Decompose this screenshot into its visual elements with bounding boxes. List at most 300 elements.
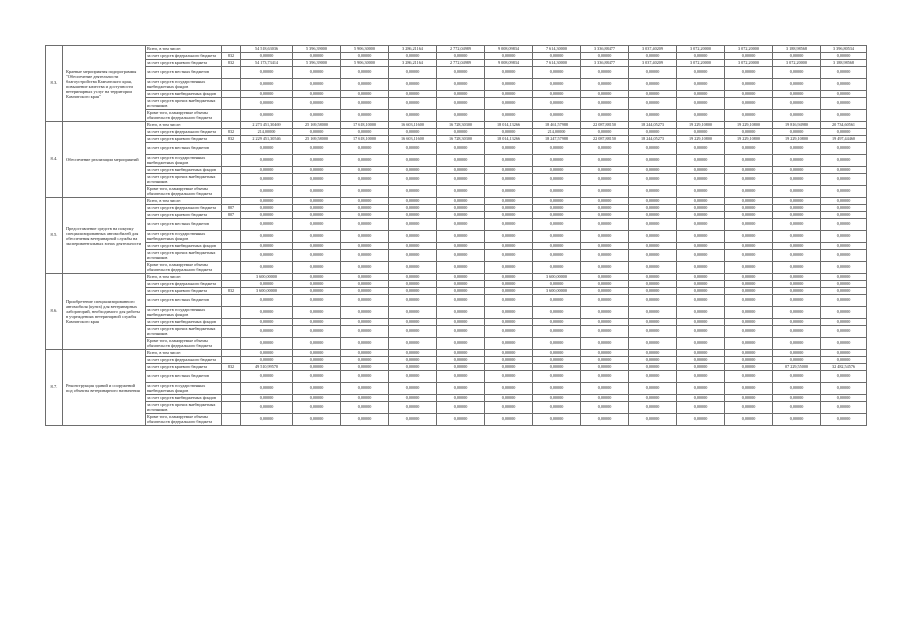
- budget-code: [222, 91, 241, 98]
- amount-year: 0,00000: [773, 288, 821, 295]
- amount-year: 0,00000: [533, 338, 581, 350]
- budget-code: [222, 143, 241, 155]
- budget-code: [222, 383, 241, 395]
- funding-source-label: Кроме того, планируемые объемы обязательств федерального бюджета: [146, 262, 222, 274]
- amount-year: 0,00000: [677, 174, 725, 186]
- amount-year: 0,00000: [821, 262, 867, 274]
- amount-total: 0,00000: [241, 295, 293, 307]
- amount-total: 0,00000: [241, 79, 293, 91]
- amount-year: 0,00000: [389, 167, 437, 174]
- table-row: [46, 60, 867, 67]
- amount-year: 0,00000: [293, 198, 341, 205]
- amount-total: 0,00000: [241, 186, 293, 198]
- amount-year: 0,00000: [389, 414, 437, 426]
- amount-year: 0,00000: [773, 186, 821, 198]
- amount-year: 3 336,88477: [581, 60, 629, 67]
- amount-year: 0,00000: [485, 212, 533, 219]
- amount-year: 0,00000: [773, 219, 821, 231]
- amount-year: 0,00000: [293, 205, 341, 212]
- amount-year: 0,00000: [821, 129, 867, 136]
- amount-year: 0,00000: [629, 174, 677, 186]
- amount-year: 0,00000: [821, 383, 867, 395]
- amount-year: 0,00000: [629, 319, 677, 326]
- amount-year: 0,00000: [533, 205, 581, 212]
- amount-year: 0,00000: [629, 186, 677, 198]
- amount-year: 0,00000: [485, 110, 533, 122]
- amount-year: 0,00000: [773, 212, 821, 219]
- amount-year: 0,00000: [341, 110, 389, 122]
- amount-year: 0,00000: [437, 167, 485, 174]
- amount-year: 0,00000: [629, 198, 677, 205]
- amount-year: 0,00000: [581, 402, 629, 414]
- amount-year: 0,00000: [293, 319, 341, 326]
- amount-year: 0,00000: [725, 319, 773, 326]
- funding-source-label: Кроме того, планируемые объемы обязательств федерального бюджета: [146, 338, 222, 350]
- amount-year: 0,00000: [341, 281, 389, 288]
- amount-year: 0,00000: [437, 338, 485, 350]
- funding-source-label: за счет средств государственных внебюджетных фондов: [146, 307, 222, 319]
- amount-year: 0,00000: [341, 395, 389, 402]
- amount-year: 0,00000: [293, 129, 341, 136]
- budget-sheet: [45, 45, 862, 426]
- amount-year: 0,00000: [821, 219, 867, 231]
- amount-year: 0,00000: [341, 198, 389, 205]
- amount-year: 0,00000: [341, 274, 389, 281]
- amount-year: 0,00000: [293, 371, 341, 383]
- amount-year: 3 188,98568: [773, 46, 821, 53]
- table-row: [46, 274, 867, 281]
- budget-code: [222, 198, 241, 205]
- table-row: [46, 402, 867, 414]
- amount-year: 0,00000: [389, 198, 437, 205]
- amount-year: 0,00000: [293, 231, 341, 243]
- amount-year: 0,00000: [533, 350, 581, 357]
- amount-total: 54 518,63036: [241, 46, 293, 53]
- table-row: [46, 67, 867, 79]
- amount-year: 0,00000: [725, 98, 773, 110]
- amount-year: 0,00000: [821, 91, 867, 98]
- budget-code: [222, 414, 241, 426]
- amount-year: 0,00000: [533, 295, 581, 307]
- amount-year: 0,00000: [677, 414, 725, 426]
- amount-total: 0,00000: [241, 307, 293, 319]
- funding-source-label: за счет средств краевого бюджета: [146, 364, 222, 371]
- amount-year: 0,00000: [293, 98, 341, 110]
- amount-year: 0,00000: [485, 319, 533, 326]
- amount-year: 0,00000: [629, 110, 677, 122]
- amount-total: 0,00000: [241, 243, 293, 250]
- amount-year: 0,00000: [581, 295, 629, 307]
- amount-year: 3 037,40209: [629, 46, 677, 53]
- amount-year: 0,00000: [725, 79, 773, 91]
- amount-year: 0,00000: [773, 110, 821, 122]
- amount-year: 0,00000: [773, 79, 821, 91]
- amount-year: 0,00000: [485, 338, 533, 350]
- amount-year: 0,00000: [821, 371, 867, 383]
- funding-source-label: за счет средств краевого бюджета: [146, 288, 222, 295]
- amount-year: 0,00000: [533, 243, 581, 250]
- amount-year: 0,00000: [341, 402, 389, 414]
- amount-total: 0,00000: [241, 262, 293, 274]
- amount-year: 0,00000: [821, 212, 867, 219]
- amount-year: 0,00000: [773, 155, 821, 167]
- amount-year: 0,00000: [485, 219, 533, 231]
- section-number: 8.5.: [46, 198, 63, 274]
- amount-year: 0,00000: [389, 129, 437, 136]
- amount-year: 0,00000: [533, 250, 581, 262]
- budget-code: [222, 186, 241, 198]
- amount-year: 0,00000: [725, 91, 773, 98]
- amount-year: 0,00000: [581, 274, 629, 281]
- amount-year: 0,00000: [341, 414, 389, 426]
- table-row: [46, 295, 867, 307]
- amount-year: 0,00000: [389, 212, 437, 219]
- amount-year: 0,00000: [629, 414, 677, 426]
- amount-year: 0,00000: [629, 402, 677, 414]
- amount-year: 0,00000: [533, 357, 581, 364]
- amount-year: 0,00000: [485, 67, 533, 79]
- section-title: Приобретение специализированного автомобиля (кунга) для ветеринарных лабораторий, необходимого для работы в учреждениях ветеринарной службы Камчатского края: [63, 274, 146, 350]
- amount-year: 0,00000: [773, 67, 821, 79]
- table-row: [46, 155, 867, 167]
- funding-source-label: за счет средств федерального бюджета: [146, 205, 222, 212]
- amount-year: 0,00000: [533, 364, 581, 371]
- amount-year: 0,00000: [485, 205, 533, 212]
- amount-year: 0,00000: [389, 143, 437, 155]
- budget-code: [222, 67, 241, 79]
- amount-year: 0,00000: [725, 395, 773, 402]
- budget-code: [222, 262, 241, 274]
- table-row: [46, 122, 867, 129]
- amount-year: 0,00000: [293, 250, 341, 262]
- amount-year: 0,00000: [677, 338, 725, 350]
- amount-year: 18 244,05273: [629, 136, 677, 143]
- amount-total: 0,00000: [241, 371, 293, 383]
- amount-year: 0,00000: [485, 91, 533, 98]
- amount-year: 0,00000: [389, 250, 437, 262]
- budget-code: [222, 357, 241, 364]
- amount-year: 0,00000: [485, 79, 533, 91]
- amount-year: 0,00000: [341, 167, 389, 174]
- amount-year: 0,00000: [629, 205, 677, 212]
- amount-year: 0,00000: [629, 350, 677, 357]
- amount-year: 0,00000: [389, 395, 437, 402]
- funding-source-label: за счет средств прочих внебюджетных источников: [146, 402, 222, 414]
- amount-year: 0,00000: [533, 186, 581, 198]
- amount-year: 0,00000: [725, 110, 773, 122]
- funding-source-label: за счет средств государственных внебюджетных фондов: [146, 155, 222, 167]
- table-row: [46, 350, 867, 357]
- amount-year: 0,00000: [821, 307, 867, 319]
- budget-code: [222, 79, 241, 91]
- funding-source-label: Кроме того, планируемые объемы обязательств федерального бюджета: [146, 414, 222, 426]
- amount-year: 0,00000: [341, 155, 389, 167]
- funding-source-label: Всего, в том числе:: [146, 350, 222, 357]
- amount-total: 0,00000: [241, 91, 293, 98]
- amount-total: 0,00000: [241, 231, 293, 243]
- amount-year: 0,00000: [485, 326, 533, 338]
- amount-year: 0,00000: [341, 205, 389, 212]
- amount-year: 0,00000: [341, 307, 389, 319]
- amount-total: 0,00000: [241, 250, 293, 262]
- funding-source-label: за счет средств местных бюджетов: [146, 67, 222, 79]
- budget-code: 832: [222, 53, 241, 60]
- amount-year: 0,00000: [533, 371, 581, 383]
- funding-source-label: за счет средств внебюджетных фондов: [146, 395, 222, 402]
- budget-code: 807: [222, 205, 241, 212]
- amount-year: 0,00000: [677, 143, 725, 155]
- amount-year: 0,00000: [725, 357, 773, 364]
- amount-total: 2 229 451,30546: [241, 136, 293, 143]
- budget-table: [45, 45, 867, 426]
- amount-year: 0,00000: [629, 79, 677, 91]
- amount-year: 0,00000: [293, 186, 341, 198]
- amount-year: 16 728,30300: [437, 122, 485, 129]
- funding-source-label: за счет средств федерального бюджета: [146, 53, 222, 60]
- amount-year: 0,00000: [485, 383, 533, 395]
- amount-year: 0,00000: [821, 231, 867, 243]
- amount-year: 0,00000: [677, 110, 725, 122]
- amount-year: 0,00000: [725, 307, 773, 319]
- amount-year: 19 229,10800: [677, 122, 725, 129]
- amount-year: 5 396,39000: [293, 46, 341, 53]
- amount-year: 0,00000: [389, 231, 437, 243]
- amount-year: 0,00000: [341, 250, 389, 262]
- amount-total: 0,00000: [241, 395, 293, 402]
- section-title: Краевые мероприятия подпрограммы "Обеспечение деятельности благоустройства Камчатского края, повышение качества и доступности ветеринарных услуг на территории Камчатского края": [63, 46, 146, 122]
- amount-year: 0,00000: [389, 79, 437, 91]
- amount-year: 0,00000: [341, 357, 389, 364]
- budget-code: [222, 395, 241, 402]
- amount-year: 0,00000: [773, 98, 821, 110]
- funding-source-label: за счет средств государственных внебюджетных фондов: [146, 383, 222, 395]
- amount-year: 5 906,30000: [341, 60, 389, 67]
- funding-source-label: за счет средств внебюджетных фондов: [146, 319, 222, 326]
- amount-year: 0,00000: [821, 155, 867, 167]
- amount-year: 0,00000: [437, 53, 485, 60]
- amount-year: 0,00000: [725, 350, 773, 357]
- amount-year: 0,00000: [533, 174, 581, 186]
- table-row: [46, 319, 867, 326]
- funding-source-label: за счет средств федерального бюджета: [146, 281, 222, 288]
- table-row: [46, 79, 867, 91]
- amount-year: 0,00000: [677, 274, 725, 281]
- amount-year: 0,00000: [389, 350, 437, 357]
- amount-total: 54 173,73414: [241, 60, 293, 67]
- amount-total: 0,00000: [241, 219, 293, 231]
- amount-year: 0,00000: [437, 281, 485, 288]
- budget-code: [222, 274, 241, 281]
- amount-year: 0,00000: [437, 110, 485, 122]
- amount-year: 16 728,30300: [437, 136, 485, 143]
- amount-year: 0,00000: [773, 262, 821, 274]
- amount-year: 0,00000: [485, 174, 533, 186]
- budget-code: [222, 319, 241, 326]
- amount-year: 0,00000: [821, 205, 867, 212]
- amount-total: 0,00000: [241, 326, 293, 338]
- amount-year: 0,00000: [821, 110, 867, 122]
- amount-year: 0,00000: [725, 205, 773, 212]
- amount-year: 0,00000: [821, 198, 867, 205]
- amount-year: 0,00000: [821, 98, 867, 110]
- budget-code: [222, 98, 241, 110]
- amount-year: 0,00000: [485, 402, 533, 414]
- amount-year: 0,00000: [293, 155, 341, 167]
- amount-year: 19 229,10800: [677, 136, 725, 143]
- funding-source-label: за счет средств прочих внебюджетных источников: [146, 174, 222, 186]
- amount-year: 0,00000: [821, 319, 867, 326]
- amount-year: 0,00000: [581, 155, 629, 167]
- amount-year: 0,00000: [341, 91, 389, 98]
- budget-code: [222, 122, 241, 129]
- budget-code: [222, 307, 241, 319]
- amount-year: 0,00000: [389, 326, 437, 338]
- amount-year: 2 772,04989: [437, 60, 485, 67]
- section-number: 8.7.: [46, 350, 63, 426]
- amount-year: 0,00000: [677, 364, 725, 371]
- budget-code: [222, 110, 241, 122]
- amount-year: 0,00000: [581, 364, 629, 371]
- amount-year: 0,00000: [677, 383, 725, 395]
- amount-total: 0,00000: [241, 167, 293, 174]
- amount-total: 0,00000: [241, 281, 293, 288]
- amount-year: 16 603,11600: [389, 136, 437, 143]
- amount-year: 0,00000: [437, 326, 485, 338]
- amount-year: 0,00000: [437, 262, 485, 274]
- amount-year: 0,00000: [677, 402, 725, 414]
- amount-year: 3 072,20000: [773, 60, 821, 67]
- amount-year: 19 816,94980: [773, 122, 821, 129]
- amount-year: 0,00000: [533, 167, 581, 174]
- table-row: [46, 219, 867, 231]
- amount-year: 0,00000: [389, 364, 437, 371]
- amount-year: 18 244,05273: [629, 122, 677, 129]
- amount-year: 0,00000: [581, 371, 629, 383]
- section-title: Предоставление средств на покупку специализированных автомобилей для обеспечения ветеринарной службы на экспериментальных зонах деятельности: [63, 198, 146, 274]
- amount-year: 0,00000: [293, 395, 341, 402]
- amount-year: 0,00000: [485, 155, 533, 167]
- amount-year: 0,00000: [629, 357, 677, 364]
- amount-year: 3 286,21164: [389, 46, 437, 53]
- amount-year: 0,00000: [773, 383, 821, 395]
- amount-year: 0,00000: [389, 262, 437, 274]
- amount-year: 0,00000: [389, 205, 437, 212]
- table-row: [46, 262, 867, 274]
- amount-year: 0,00000: [677, 319, 725, 326]
- amount-year: 0,00000: [725, 250, 773, 262]
- amount-year: 3 072,20000: [677, 60, 725, 67]
- budget-code: 832: [222, 288, 241, 295]
- amount-total: 2 273 451,30469: [241, 122, 293, 129]
- table-row: [46, 136, 867, 143]
- amount-year: 0,00000: [773, 174, 821, 186]
- amount-year: 0,00000: [821, 414, 867, 426]
- amount-year: 0,00000: [293, 295, 341, 307]
- table-row: [46, 110, 867, 122]
- amount-year: 0,00000: [437, 295, 485, 307]
- amount-year: 0,00000: [437, 371, 485, 383]
- amount-year: 0,00000: [821, 338, 867, 350]
- amount-year: 0,00000: [437, 79, 485, 91]
- amount-year: 0,00000: [581, 53, 629, 60]
- amount-year: 0,00000: [773, 129, 821, 136]
- amount-year: 7 614,30000: [533, 60, 581, 67]
- amount-year: 18 461,57988: [533, 122, 581, 129]
- amount-year: 18 014,13266: [485, 122, 533, 129]
- amount-year: 0,00000: [437, 288, 485, 295]
- amount-year: 0,00000: [821, 326, 867, 338]
- amount-year: 0,00000: [485, 98, 533, 110]
- amount-year: 0,00000: [293, 281, 341, 288]
- amount-year: 0,00000: [677, 288, 725, 295]
- budget-code: [222, 167, 241, 174]
- table-row: [46, 414, 867, 426]
- amount-year: 0,00000: [437, 364, 485, 371]
- amount-year: 0,00000: [821, 79, 867, 91]
- amount-year: 18 014,13266: [485, 136, 533, 143]
- amount-year: 0,00000: [677, 243, 725, 250]
- amount-total: 0,00000: [241, 350, 293, 357]
- amount-year: 9 008,09834: [485, 60, 533, 67]
- amount-year: 0,00000: [293, 350, 341, 357]
- amount-year: 0,00000: [533, 402, 581, 414]
- funding-source-label: за счет средств местных бюджетов: [146, 371, 222, 383]
- amount-year: 0,00000: [293, 274, 341, 281]
- amount-total: 0,00000: [241, 110, 293, 122]
- amount-year: 0,00000: [725, 53, 773, 60]
- amount-year: 0,00000: [677, 295, 725, 307]
- amount-year: 0,00000: [533, 212, 581, 219]
- budget-code: 832: [222, 60, 241, 67]
- amount-year: 0,00000: [677, 212, 725, 219]
- amount-year: 0,00000: [533, 91, 581, 98]
- amount-year: 0,00000: [821, 53, 867, 60]
- amount-year: 0,00000: [341, 231, 389, 243]
- amount-year: 0,00000: [725, 231, 773, 243]
- table-row: [46, 174, 867, 186]
- amount-year: 0,00000: [725, 414, 773, 426]
- amount-total: 0,00000: [241, 67, 293, 79]
- funding-source-label: Всего, в том числе:: [146, 198, 222, 205]
- budget-code: [222, 326, 241, 338]
- amount-year: 214,00000: [533, 129, 581, 136]
- amount-year: 0,00000: [581, 67, 629, 79]
- amount-year: 0,00000: [725, 274, 773, 281]
- amount-year: 0,00000: [437, 198, 485, 205]
- amount-year: 0,00000: [581, 186, 629, 198]
- amount-year: 0,00000: [725, 129, 773, 136]
- amount-year: 19 229,10800: [725, 122, 773, 129]
- amount-year: 0,00000: [437, 174, 485, 186]
- amount-year: 0,00000: [533, 383, 581, 395]
- budget-code: 832: [222, 364, 241, 371]
- amount-year: 0,00000: [581, 357, 629, 364]
- amount-year: 0,00000: [725, 198, 773, 205]
- funding-source-label: Всего, в том числе:: [146, 46, 222, 53]
- amount-year: 0,00000: [437, 350, 485, 357]
- amount-year: 0,00000: [629, 129, 677, 136]
- table-row: [46, 186, 867, 198]
- table-row: [46, 98, 867, 110]
- amount-year: 0,00000: [437, 219, 485, 231]
- amount-year: 0,00000: [389, 53, 437, 60]
- amount-year: 0,00000: [773, 326, 821, 338]
- amount-year: 0,00000: [485, 414, 533, 426]
- amount-year: 0,00000: [485, 295, 533, 307]
- funding-source-label: Кроме того, планируемые объемы обязательств федерального бюджета: [146, 186, 222, 198]
- amount-year: 0,00000: [773, 338, 821, 350]
- amount-year: 25 169,58000: [293, 136, 341, 143]
